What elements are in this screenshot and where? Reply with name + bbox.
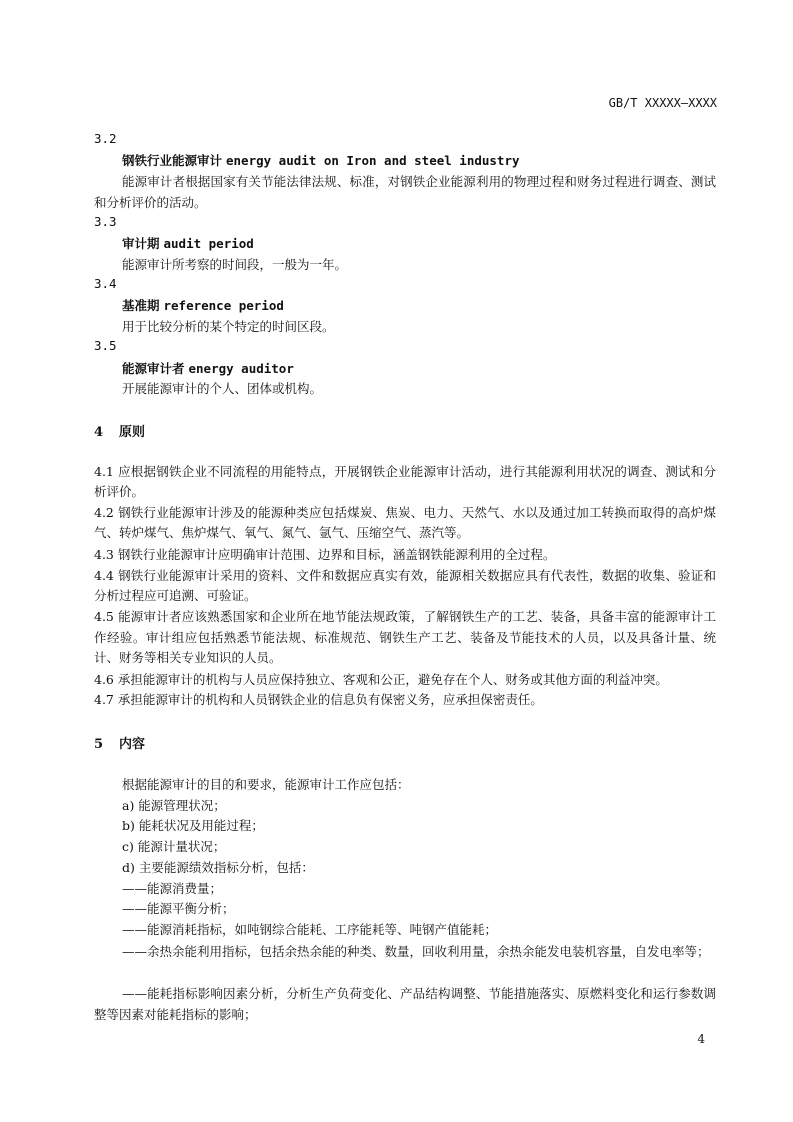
dash-item: ——能源平衡分析；	[122, 901, 235, 916]
dash-item: ——能耗指标影响因素分析，分析生产负荷变化、产品结构调整、节能措施落实、原燃料变化和运行参数调整等因素对能耗指标的影响；	[94, 986, 716, 1022]
clause-4-2: 4.2 钢铁行业能源审计涉及的能源种类应包括煤炭、焦炭、电力、天然气、水以及通过加工转换而取得的高炉煤气、转炉煤气、焦炉煤气、氧气、氮气、氩气、压缩空气、蒸汽等。	[94, 505, 716, 540]
dash-item: ——能源消耗指标，如吨钢综合能耗、工序能耗等、吨钢产值能耗；	[122, 922, 498, 937]
clause-4-6: 4.6 承担能源审计的机构与人员应保持独立、客观和公正，避免存在个人、财务或其他方面的利益冲突。	[94, 672, 668, 687]
clause-4-3: 4.3 钢铁行业能源审计应明确审计范围、边界和目标，涵盖钢铁能源利用的全过程。	[94, 547, 556, 562]
clause-4-7: 4.7 承担能源审计的机构和人员钢铁企业的信息负有保密义务，应承担保密责任。	[94, 692, 543, 707]
term-definition: 能源审计者根据国家有关节能法律法规、标准，对钢铁企业能源利用的物理过程和财务过程进行调查、测试和分析评价的活动。	[94, 174, 716, 210]
term-number: 3.4	[94, 276, 117, 291]
term-number: 3.2	[94, 131, 117, 146]
clause-4-1: 4.1 应根据钢铁企业不同流程的用能特点，开展钢铁企业能源审计活动，进行其能源利用状况的调查、测试和分析评价。	[94, 464, 716, 499]
term-zh: 审计期	[122, 236, 160, 251]
page-number: 4	[697, 1032, 705, 1046]
section-5-intro: 根据能源审计的目的和要求，能源审计工作应包括：	[122, 777, 410, 792]
dash-item: ——能源消费量；	[122, 881, 223, 896]
term-title	[122, 234, 254, 252]
section-title: 原则	[119, 425, 146, 440]
section-number: 5	[94, 737, 104, 752]
standard-code: GB/T XXXXX—XXXX	[608, 96, 717, 110]
clause-4-5: 4.5 能源审计者应该熟悉国家和企业所在地节能法规政策，了解钢铁生产的工艺、装备，具备丰富的能源审计工作经验。审计组应包括熟悉节能法规、标准规范、钢铁生产工艺、装备及节能技术的人员，以及具备计量、统计、财务等相关专业知识的人员。	[94, 609, 716, 666]
term-title	[122, 151, 520, 169]
term-zh: 钢铁行业能源审计	[122, 153, 223, 168]
list-item: b) 能耗状况及用能过程；	[122, 818, 264, 833]
term-zh: 基准期	[122, 298, 160, 313]
term-definition: 能源审计所考察的时间段，一般为一年。	[122, 257, 348, 272]
list-item: c) 能源计量状况；	[122, 839, 226, 854]
term-number: 3.3	[94, 214, 117, 229]
term-en: audit period	[163, 236, 254, 251]
term-en: energy auditor	[188, 361, 294, 376]
clause-4-4: 4.4 钢铁行业能源审计采用的资料、文件和数据应真实有效，能源相关数据应具有代表性，数据的收集、验证和分析过程应可追溯、可验证。	[94, 568, 716, 603]
section-5-heading	[94, 733, 145, 752]
section-number: 4	[94, 425, 104, 440]
list-item: d) 主要能源绩效指标分析，包括：	[122, 860, 314, 875]
term-title	[122, 359, 294, 377]
term-definition: 用于比较分析的某个特定的时间区段。	[122, 319, 335, 334]
term-en: energy audit on Iron and steel industry	[226, 153, 520, 168]
term-definition: 开展能源审计的个人、团体或机构。	[122, 381, 323, 396]
term-title	[122, 296, 284, 314]
dash-item: ——余热余能利用指标，包括余热余能的种类、数量，回收利用量，余热余能发电装机容量，自发电率等；	[122, 944, 710, 959]
section-4-heading	[94, 421, 145, 440]
term-zh: 能源审计者	[122, 361, 185, 376]
list-item: a) 能源管理状况；	[122, 798, 226, 813]
term-number: 3.5	[94, 338, 117, 353]
section-title: 内容	[119, 737, 146, 752]
term-en: reference period	[163, 298, 284, 313]
